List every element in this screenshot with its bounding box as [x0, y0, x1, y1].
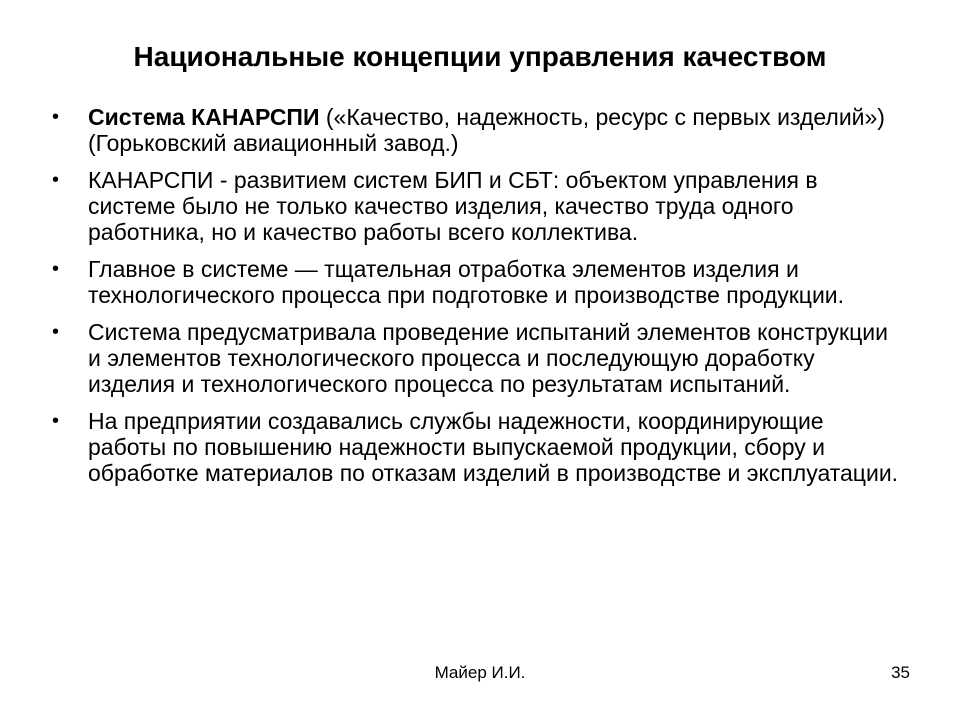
footer-author: Майер И.И.: [434, 663, 526, 682]
bullet-item: [52, 408, 902, 486]
bullet-dot-icon: •: [52, 169, 60, 191]
bullet-text: («Качество, надежность, ресурс с первых изделий») (Горьковский авиационный завод.): [88, 104, 885, 156]
bullet-text: Главное в системе — тщательная отработка элементов изделия и технологического процесса при подготовке и производстве продукции.: [88, 256, 845, 308]
bullet-item: [52, 319, 902, 397]
bullet-dot-icon: •: [52, 321, 60, 343]
bullet-dot-icon: •: [52, 410, 60, 432]
bullet-item: [52, 104, 902, 156]
bullet-text: КАНАРСПИ - развитием систем БИП и СБТ: объектом управления в системе было не только качество изделия, качество труда одного работника, но и качество работы всего коллектива.: [88, 167, 818, 245]
bullet-item: [52, 167, 902, 245]
bullet-lead: Система КАНАРСПИ: [88, 104, 320, 130]
page-number: 35: [891, 663, 910, 682]
bullet-item: [52, 256, 902, 308]
bullet-dot-icon: •: [52, 258, 60, 280]
bullet-dot-icon: •: [52, 106, 60, 128]
bullet-list: [52, 104, 902, 497]
bullet-text: Система предусматривала проведение испытаний элементов конструкции и элементов технологического процесса и последующую доработку изделия и технологического процесса по результатам испытаний.: [88, 319, 888, 397]
slide-title: Национальные концепции управления качеством: [133, 41, 827, 72]
bullet-text: На предприятии создавались службы надежности, координирующие работы по повышению надежности выпускаемой продукции, сбору и обработке материалов по отказам изделий в производстве и эксплуатации.: [88, 408, 899, 486]
